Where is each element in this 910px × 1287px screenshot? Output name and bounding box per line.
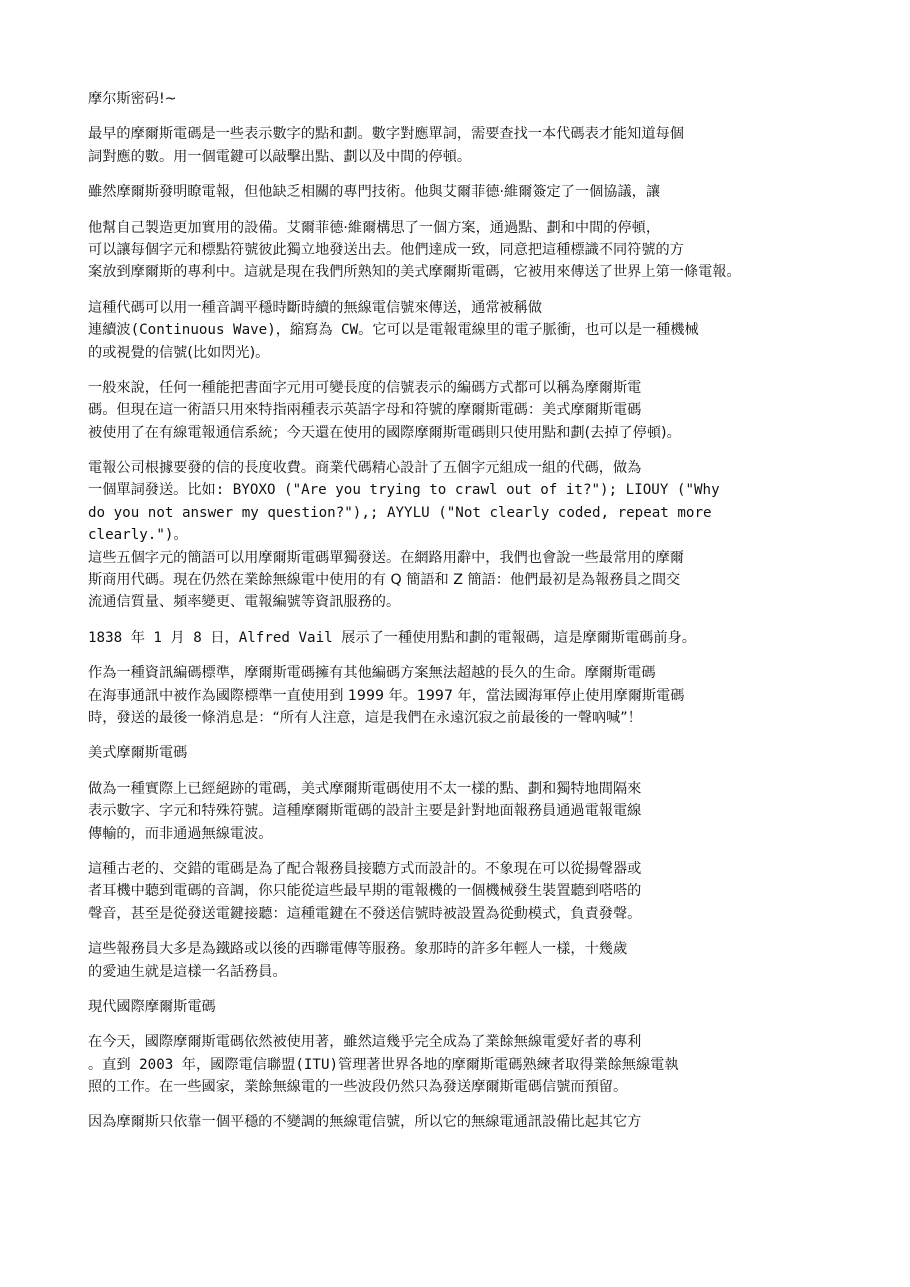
text-line: 因為摩爾斯只依靠一個平穩的不變調的無線電信號，所以它的無線電通訊設備比起其它方 — [88, 1114, 642, 1131]
text-line: 連續波(Continuous Wave)，縮寫為 CW。它可以是電報電線里的電子脈衝，也可以是一種機械 — [88, 322, 699, 339]
paragraph-2 — [88, 181, 888, 203]
section-heading: 美式摩爾斯電碼 — [88, 745, 188, 762]
text-line: 斯商用代碼。現在仍然在業餘無線電中使用的有 Q 簡語和 Z 簡語：他們最初是為報務員之間交 — [88, 572, 681, 589]
paragraph-5 — [88, 377, 888, 444]
paragraph-9 — [88, 778, 888, 845]
text-line: 傳輸的，而非通過無線電波。 — [88, 825, 273, 842]
text-line: 聲音，甚至是從發送電鍵接聽：這種電鍵在不發送信號時被設置為從動模式，負責發聲。 — [88, 905, 642, 922]
text-line: 作為一種資訊編碼標準，摩爾斯電碼擁有其他編碼方案無法超越的長久的生命。摩爾斯電碼 — [88, 665, 656, 682]
text-line: 在海事通訊中被作為國際標準一直使用到 1999 年。1997 年，當法國海軍停止使用摩爾斯電碼 — [88, 687, 685, 704]
text-line: 在今天，國際摩爾斯電碼依然被使用著，雖然這幾乎完全成為了業餘無線電愛好者的專利 — [88, 1034, 642, 1051]
section-heading-international — [88, 996, 888, 1018]
text-line: 表示數字、字元和特殊符號。這種摩爾斯電碼的設計主要是針對地面報務員通過電報電線 — [88, 803, 642, 820]
text-line: 可以讓每個字元和標點符號彼此獨立地發送出去。他們達成一致，同意把這種標識不同符號的方 — [88, 241, 684, 258]
text-line: 時，發送的最後一條消息是：“所有人注意，這是我們在永遠沉寂之前最後的一聲吶喊”！ — [88, 709, 642, 726]
section-heading: 現代國際摩爾斯電碼 — [88, 998, 216, 1015]
text-line: 的或視覺的信號(比如閃光)。 — [88, 344, 270, 361]
text-line: 電報公司根據要發的信的長度收費。商業代碼精心設計了五個字元組成一組的代碼，做為 — [88, 460, 642, 477]
text-line: 者耳機中聽到電碼的音調，你只能從這些最早期的電報機的一個機械發生裝置聽到嗒嗒的 — [88, 883, 642, 900]
paragraph-7 — [88, 627, 888, 649]
text-line: 這種代碼可以用一種音調平穩時斷時續的無線電信號來傳送，通常被稱做 — [88, 299, 543, 316]
paragraph-12 — [88, 1031, 888, 1098]
paragraph-6 — [88, 457, 888, 614]
text-line: 被使用了在有線電報通信系統；今天還在使用的國際摩爾斯電碼則只使用點和劃(去掉了停頓)。 — [88, 424, 681, 441]
text-line: 的愛迪生就是這樣一名話務員。 — [88, 963, 287, 980]
paragraph-8 — [88, 662, 888, 729]
document-page — [88, 88, 888, 1134]
document-title: 摩尔斯密码!~ — [88, 91, 177, 107]
paragraph-11 — [88, 938, 888, 983]
paragraph-10 — [88, 858, 888, 925]
text-line: 這些五個字元的簡語可以用摩爾斯電碼單獨發送。在網路用辭中，我們也會說一些最常用的摩爾 — [88, 549, 684, 566]
paragraph-3 — [88, 217, 888, 284]
paragraph-4 — [88, 297, 888, 364]
text-line: 這些報務員大多是為鐵路或以後的西聯電傳等服務。象那時的許多年輕人一樣，十幾歲 — [88, 941, 628, 958]
text-line: 詞對應的數。用一個電鍵可以敲擊出點、劃以及中間的停頓。 — [88, 148, 472, 165]
text-line: 他幫自己製造更加實用的設備。艾爾菲德·維爾構思了一個方案，通過點、劃和中間的停頓， — [88, 219, 661, 236]
text-line: 流通信質量、頻率變更、電報編號等資訊服務的。 — [88, 594, 401, 611]
section-heading-american — [88, 742, 888, 764]
text-line: 一般來說，任何一種能把書面字元用可變長度的信號表示的編碼方式都可以稱為摩爾斯電 — [88, 379, 642, 396]
text-line: do you not answer my question?"),; AYYLU ("Not clearly coded, repeat more — [88, 504, 712, 521]
text-line: clearly.")。 — [88, 527, 188, 544]
text-line: 這種古老的、交錯的電碼是為了配合報務員接聽方式而設計的。不象現在可以從揚聲器或 — [88, 860, 642, 877]
text-line: 碼。但現在這一術語只用來特指兩種表示英語字母和符號的摩爾斯電碼：美式摩爾斯電碼 — [88, 402, 642, 419]
text-line: 1838 年 1 月 8 日，Alfred Vail 展示了一種使用點和劃的電報碼，這是摩爾斯電碼前身。 — [88, 629, 696, 646]
text-line: 做為一種實際上已經絕跡的電碼，美式摩爾斯電碼使用不太一樣的點、劃和獨特地間隔來 — [88, 780, 642, 797]
text-line: 。直到 2003 年，國際電信聯盟(ITU)管理著世界各地的摩爾斯電碼熟練者取得業餘無線電執 — [88, 1056, 679, 1073]
paragraph-13 — [88, 1111, 888, 1133]
text-line: 最早的摩爾斯電碼是一些表示數字的點和劃。數字對應單詞，需要查找一本代碼表才能知道每個 — [88, 126, 684, 143]
paragraph-1 — [88, 123, 888, 168]
text-line: 雖然摩爾斯發明瞭電報，但他缺乏相關的專門技術。他與艾爾菲德·維爾簽定了一個協議，讓 — [88, 184, 661, 201]
text-line: 照的工作。在一些國家，業餘無線電的一些波段仍然只為發送摩爾斯電碼信號而預留。 — [88, 1079, 628, 1096]
text-line: 案放到摩爾斯的專利中。這就是現在我們所熟知的美式摩爾斯電碼，它被用來傳送了世界上第一條電報。 — [88, 264, 741, 281]
text-line: 一個單詞發送。比如: BYOXO ("Are you trying to crawl out of it?"); LIOUY ("Why — [88, 482, 720, 499]
